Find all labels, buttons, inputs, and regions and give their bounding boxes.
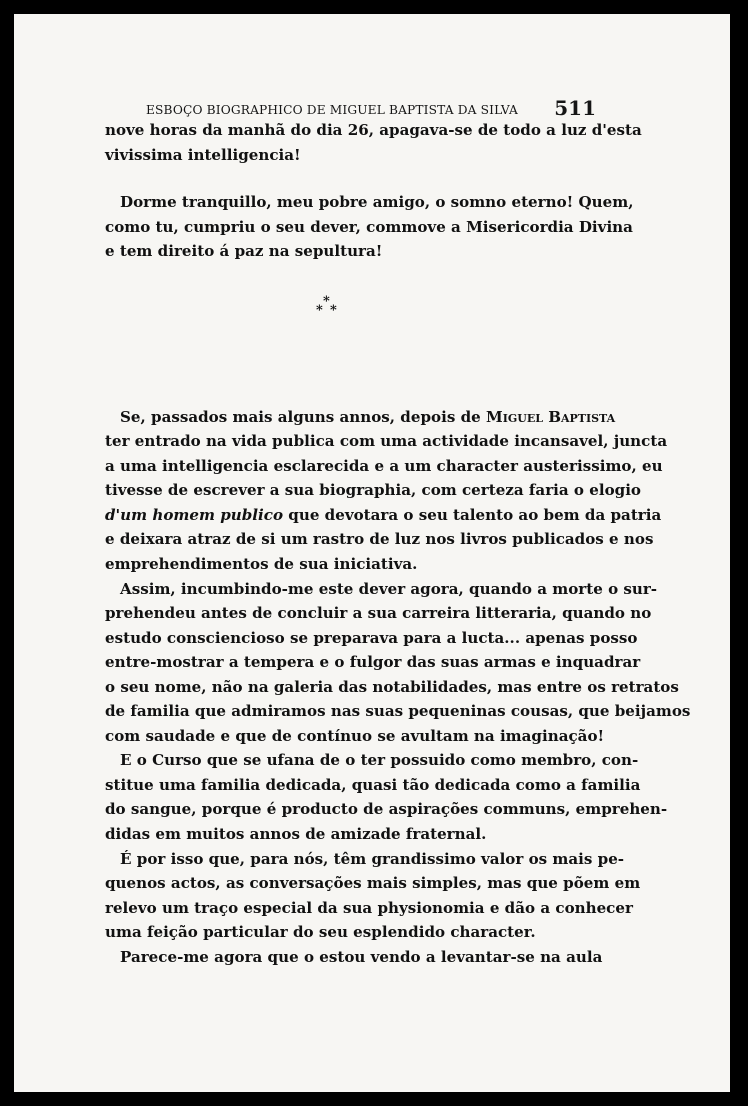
asterisk-mark: * — [316, 302, 323, 318]
text-line: com saudade e que de contínuo se avultam na imaginação! — [105, 726, 605, 745]
paragraph-farewell — [105, 190, 634, 264]
text-line — [105, 503, 662, 528]
text-line: a uma intelligencia esclarecida e a um character austerissimo, eu — [105, 456, 663, 475]
text-line: de familia que admiramos nas suas pequeninas cousas, que beijamos — [105, 702, 691, 721]
text-line: o seu nome, não na galeria das notabilidades, mas entre os retratos — [105, 677, 679, 696]
text-line: como tu, cumpriu o seu dever, commove a Misericordia Divina — [105, 217, 633, 236]
section-break-asterism — [313, 295, 353, 325]
paragraph-por-isso — [105, 847, 641, 945]
paragraph-parece-me — [105, 945, 603, 970]
text-line: uma feição particular do seu esplendido character. — [105, 923, 536, 942]
text-line: vivissima intelligencia! — [105, 145, 301, 164]
text-line: Dorme tranquillo, meu pobre amigo, o somno eterno! Quem, — [120, 193, 634, 212]
text-line: nove horas da manhã do dia 26, apagava-se de todo a luz d'esta — [105, 121, 642, 139]
paragraph-biography-intro — [105, 405, 668, 577]
text-line: do sangue, porque é producto de aspirações communs, emprehen- — [105, 800, 668, 819]
asterisk-mark: * — [323, 293, 330, 309]
text-line: Parece-me agora que o estou vendo a levantar-se na aula — [120, 947, 603, 966]
text-line: Assim, incumbindo-me este dever agora, quando a morte o sur- — [120, 579, 658, 598]
italic-phrase: d'um homem publico — [105, 505, 284, 524]
book-page — [14, 14, 730, 1092]
text-line: prehendeu antes de concluir a sua carreira litteraria, quando no — [105, 604, 652, 623]
text-line: É por isso que, para nós, têm grandissimo valor os mais pe- — [120, 849, 625, 868]
paragraph-curso — [105, 748, 668, 846]
text-line: E o Curso que se ufana de o ter possuido como membro, con- — [120, 751, 639, 770]
paragraph-closing-obituary — [105, 118, 642, 167]
text-line: relevo um traço especial da sua physionomia e dão a conhecer — [105, 898, 633, 917]
text-line: e deixara atraz de si um rastro de luz nos livros publicados e nos — [105, 530, 654, 549]
paragraph-assim — [105, 577, 691, 749]
text-line: e tem direito á paz na sepultura! — [105, 242, 383, 261]
text-line: estudo consciencioso se preparava para a lucta... apenas posso — [105, 628, 638, 647]
text-line: entre-mostrar a tempera e o fulgor das suas armas e inquadrar — [105, 653, 641, 672]
page-number: 511 — [554, 96, 596, 120]
text-line: tivesse de escrever a sua biographia, com certeza faria o elogio — [105, 481, 641, 500]
text-line: emprehendimentos de sua iniciativa. — [105, 555, 418, 574]
asterisk-mark: * — [330, 302, 337, 318]
text-line — [105, 405, 616, 430]
text-fragment: Se, passados mais alguns annos, depois de — [120, 407, 486, 426]
text-line: ter entrado na vida publica com uma actividade incansavel, juncta — [105, 432, 668, 451]
text-line: quenos actos, as conversações mais simples, mas que põem em — [105, 874, 641, 893]
text-line: didas em muitos annos de amizade fraternal. — [105, 825, 487, 844]
subject-name: Miguel Baptista — [485, 407, 616, 426]
running-title: ESBOÇO BIOGRAPHICO DE MIGUEL BAPTISTA DA SILVA — [146, 103, 518, 117]
text-fragment: que devotara o seu talento ao bem da patria — [283, 505, 662, 524]
page-body — [105, 118, 691, 969]
text-line: stitue uma familia dedicada, quasi tão dedicada como a familia — [105, 775, 641, 794]
